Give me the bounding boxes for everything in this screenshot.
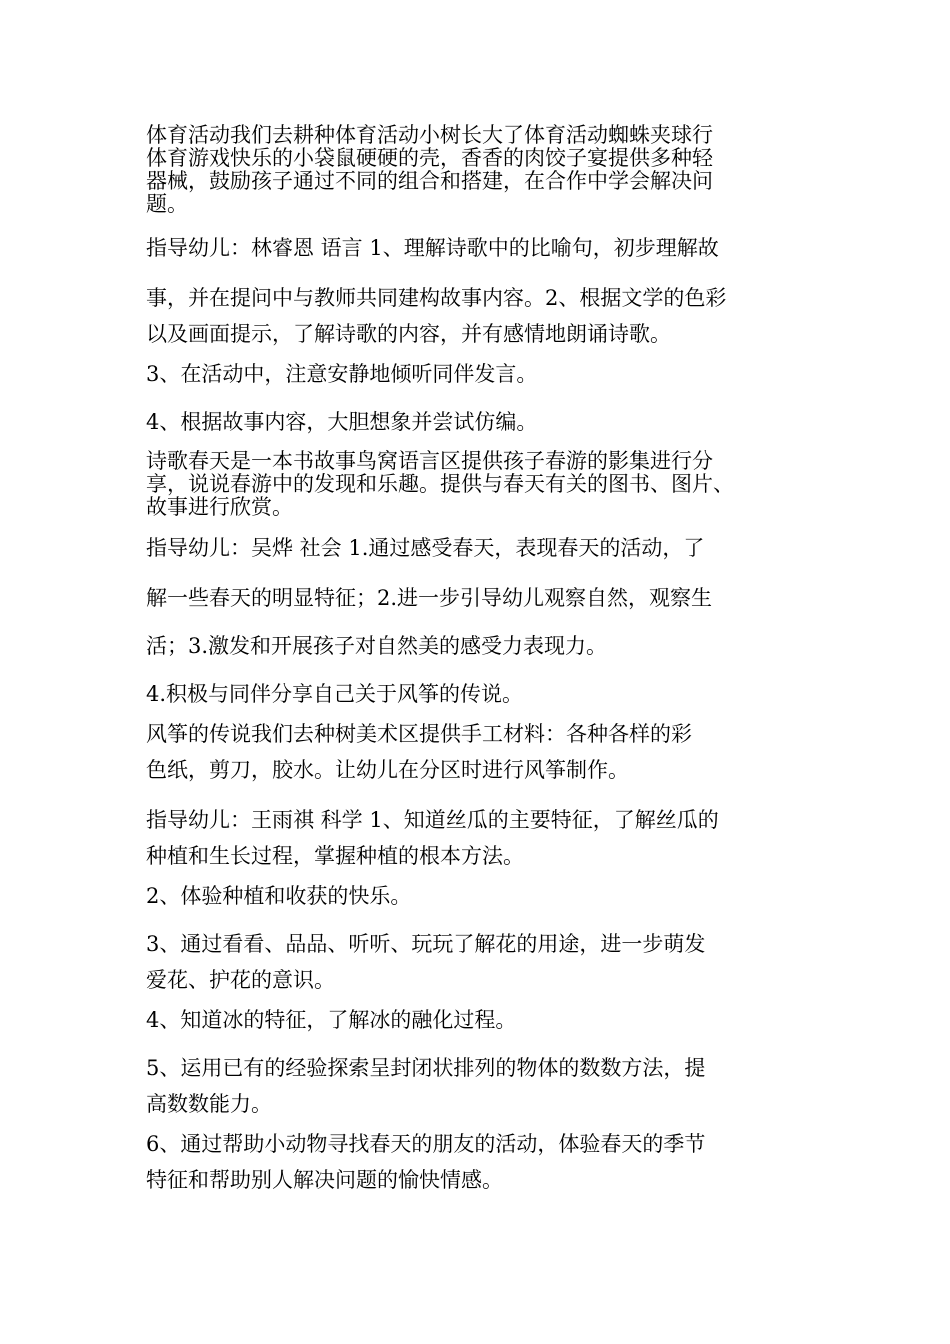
text-line: 指导幼儿：吴烨 社会 1.通过感受春天，表现春天的活动，了: [146, 536, 705, 560]
text-line: 爱花、护花的意识。: [146, 968, 335, 992]
text-line: 3、在活动中，注意安静地倾听同伴发言。: [146, 362, 538, 386]
paragraph-science-goal-5: [146, 1050, 826, 1122]
paragraph-science-goal-2: [146, 878, 826, 914]
text-line: 风筝的传说我们去种树美术区提供手工材料：各种各样的彩: [146, 722, 692, 746]
text-line: 5、运用已有的经验探索呈封闭状排列的物体的数数方法，提: [146, 1056, 706, 1080]
text-line: 指导幼儿：林睿恩 语言 1、理解诗歌中的比喻句，初步理解故: [146, 236, 719, 260]
paragraph-kite-legend: [146, 716, 826, 788]
paragraph-social-goal-2: [146, 580, 826, 616]
paragraph-guide-lin: [146, 230, 826, 266]
paragraph-guide-wang: [146, 802, 826, 874]
text-line: 6、通过帮助小动物寻找春天的朋友的活动，体验春天的季节: [146, 1132, 706, 1156]
text-line: 指导幼儿：王雨祺 科学 1、知道丝瓜的主要特征，了解丝瓜的: [146, 808, 719, 832]
paragraph-language-goals: [146, 280, 826, 352]
paragraph-guide-wu: [146, 530, 826, 566]
paragraph-poem-spring: [146, 450, 826, 519]
text-line: 器械，鼓励孩子通过不同的组合和搭建，在合作中学会解决问: [146, 169, 713, 193]
paragraph-science-goal-3: [146, 926, 826, 998]
text-line: 事，并在提问中与教师共同建构故事内容。2、根据文学的色彩: [146, 286, 727, 310]
text-line: 故事进行欣赏。: [146, 495, 293, 519]
text-line: 体育活动我们去耕种体育活动小树长大了体育活动蜘蛛夹球行: [146, 123, 713, 147]
text-line: 体育游戏快乐的小袋鼠硬硬的壳，香香的肉饺子宴提供多种轻: [146, 146, 713, 170]
text-line: 活；3.激发和开展孩子对自然美的感受力表现力。: [146, 634, 608, 658]
paragraph-goal-4: [146, 404, 826, 440]
paragraph-social-goal-3: [146, 628, 826, 664]
paragraph-science-goal-6: [146, 1126, 826, 1198]
text-line: 题。: [146, 192, 188, 216]
text-line: 4、知道冰的特征，了解冰的融化过程。: [146, 1008, 517, 1032]
paragraph-goal-3: [146, 356, 826, 392]
text-line: 诗歌春天是一本书故事鸟窝语言区提供孩子春游的影集进行分: [146, 449, 713, 473]
text-line: 高数数能力。: [146, 1092, 272, 1116]
text-line: 以及画面提示，了解诗歌的内容，并有感情地朗诵诗歌。: [146, 322, 671, 346]
text-line: 享，说说春游中的发现和乐趣。提供与春天有关的图书、图片、: [146, 472, 734, 496]
text-line: 3、通过看看、品品、听听、玩玩了解花的用途，进一步萌发: [146, 932, 706, 956]
paragraph-social-goal-4: [146, 676, 826, 712]
text-line: 4、根据故事内容，大胆想象并尝试仿编。: [146, 410, 538, 434]
text-line: 种植和生长过程，掌握种植的根本方法。: [146, 844, 524, 868]
text-line: 特征和帮助别人解决问题的愉快情感。: [146, 1168, 503, 1192]
paragraph-sports-activities: [146, 124, 826, 216]
text-line: 4.积极与同伴分享自己关于风筝的传说。: [146, 682, 524, 706]
text-line: 解一些春天的明显特征；2.进一步引导幼儿观察自然，观察生: [146, 586, 713, 610]
paragraph-science-goal-4: [146, 1002, 826, 1038]
text-line: 色纸，剪刀，胶水。让幼儿在分区时进行风筝制作。: [146, 758, 629, 782]
text-line: 2、体验种植和收获的快乐。: [146, 884, 412, 908]
